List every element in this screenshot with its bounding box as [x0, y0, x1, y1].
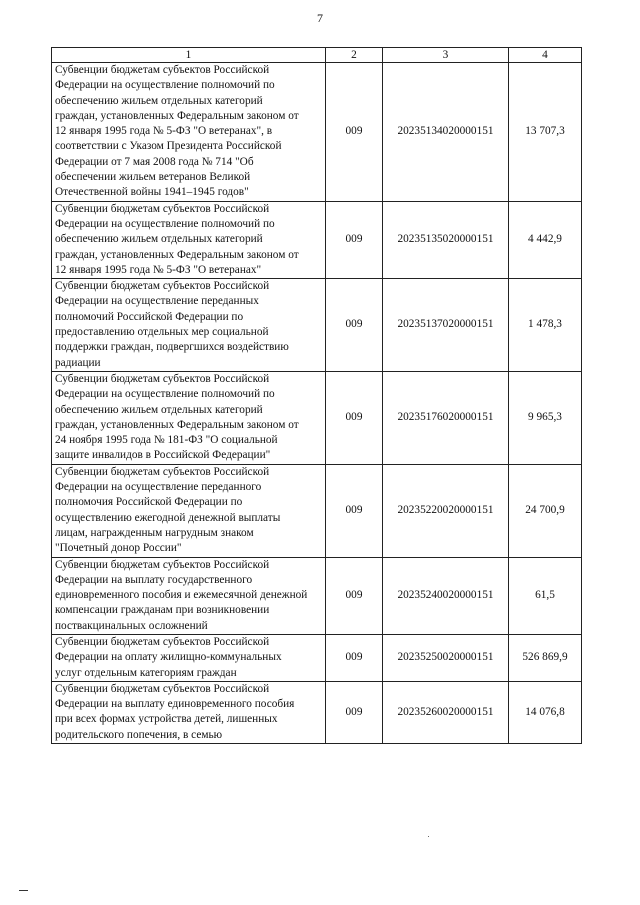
table-row	[52, 681, 582, 743]
description-line: обеспечению жильем отдельных категорий	[55, 233, 263, 246]
amount: 9 965,3	[509, 371, 582, 464]
table-row	[52, 557, 582, 634]
row-description	[52, 557, 326, 634]
row-description	[52, 201, 326, 278]
amount: 526 869,9	[509, 634, 582, 681]
table-row	[52, 201, 582, 278]
row-description	[52, 681, 326, 743]
budget-class-code: 20235135020000151	[383, 201, 509, 278]
description-line: предоставлению отдельных мер социальной	[55, 326, 269, 339]
description-line: Федерации на осуществление переданного	[55, 481, 262, 494]
description-line: лицам, награжденным нагрудным знаком	[55, 526, 254, 539]
admin-code: 009	[326, 371, 383, 464]
description-line: единовременного пособия и ежемесячной денежной	[55, 589, 308, 602]
admin-code: 009	[326, 279, 383, 372]
table-body	[52, 63, 582, 744]
budget-class-code: 20235240020000151	[383, 557, 509, 634]
description-line: Федерации на осуществление полномочий по	[55, 217, 275, 230]
description-line: соответствии с Указом Президента Российской	[55, 140, 282, 153]
description-line: граждан, установленных Федеральным законом от	[55, 418, 299, 431]
description-line: граждан, установленных Федеральным законом от	[55, 109, 299, 122]
description-line: полномочий Российской Федерации по	[55, 310, 244, 323]
row-description	[52, 63, 326, 202]
admin-code: 009	[326, 634, 383, 681]
budget-class-code: 20235134020000151	[383, 63, 509, 202]
description-line: полномочия Российской Федерации по	[55, 496, 243, 509]
description-line: 24 ноября 1995 года № 181-ФЗ "О социальной	[55, 434, 278, 447]
table-row	[52, 279, 582, 372]
admin-code: 009	[326, 464, 383, 557]
column-header: 4	[509, 48, 582, 63]
description-line: Субвенции бюджетам субъектов Российской	[55, 682, 270, 695]
description-line: Субвенции бюджетам субъектов Российской	[55, 280, 270, 293]
description-line: 12 января 1995 года № 5-ФЗ "О ветеранах", в	[55, 125, 273, 138]
budget-class-code: 20235250020000151	[383, 634, 509, 681]
description-line: Федерации на осуществление полномочий по	[55, 79, 275, 92]
amount: 1 478,3	[509, 279, 582, 372]
table-row	[52, 464, 582, 557]
description-line: родительского попечения, в семью	[55, 728, 223, 741]
description-line: защите инвалидов в Российской Федерации"	[55, 449, 271, 462]
description-line: Субвенции бюджетам субъектов Российской	[55, 202, 270, 215]
description-line: при всех формах устройства детей, лишенных	[55, 713, 278, 726]
budget-class-code: 20235220020000151	[383, 464, 509, 557]
description-line: обеспечению жильем отдельных категорий	[55, 403, 263, 416]
description-line: Субвенции бюджетам субъектов Российской	[55, 372, 270, 385]
amount: 4 442,9	[509, 201, 582, 278]
row-description	[52, 634, 326, 681]
description-line: радиации	[55, 356, 101, 369]
description-line: Субвенции бюджетам субъектов Российской	[55, 558, 270, 571]
description-line: Федерации на выплату государственного	[55, 573, 253, 586]
table-row	[52, 63, 582, 202]
description-line: обеспечении жильем ветеранов Великой	[55, 171, 251, 184]
amount: 14 076,8	[509, 681, 582, 743]
budget-class-code: 20235176020000151	[383, 371, 509, 464]
description-line: осуществлению ежегодной денежной выплаты	[55, 511, 281, 524]
description-line: поствакцинальных осложнений	[55, 619, 208, 632]
description-line: поддержки граждан, подвергшихся воздействию	[55, 341, 289, 354]
description-line: Федерации от 7 мая 2008 года № 714 "Об	[55, 155, 254, 168]
amount: 61,5	[509, 557, 582, 634]
row-description	[52, 464, 326, 557]
description-line: Субвенции бюджетам субъектов Российской	[55, 465, 270, 478]
description-line: Федерации на осуществление переданных	[55, 295, 259, 308]
table-header-row	[52, 48, 582, 63]
description-line: обеспечению жильем отдельных категорий	[55, 94, 263, 107]
description-line: граждан, установленных Федеральным законом от	[55, 248, 299, 261]
description-line: Федерации на оплату жилищно-коммунальных	[55, 651, 282, 664]
amount: 24 700,9	[509, 464, 582, 557]
budget-class-code: 20235137020000151	[383, 279, 509, 372]
admin-code: 009	[326, 201, 383, 278]
description-line: компенсации гражданам при возникновении	[55, 604, 270, 617]
admin-code: 009	[326, 557, 383, 634]
description-line: Федерации на осуществление полномочий по	[55, 388, 275, 401]
description-line: Субвенции бюджетам субъектов Российской	[55, 635, 270, 648]
row-description	[52, 371, 326, 464]
scan-speck	[428, 836, 429, 837]
admin-code: 009	[326, 63, 383, 202]
scan-mark	[19, 890, 28, 891]
description-line: Отечественной войны 1941–1945 годов"	[55, 186, 249, 199]
amount: 13 707,3	[509, 63, 582, 202]
table-row	[52, 634, 582, 681]
admin-code: 009	[326, 681, 383, 743]
description-line: 12 января 1995 года № 5-ФЗ "О ветеранах"	[55, 263, 262, 276]
description-line: "Почетный донор России"	[55, 542, 182, 555]
page-number: 7	[317, 11, 323, 25]
column-header: 1	[52, 48, 326, 63]
budget-table	[51, 47, 582, 744]
row-description	[52, 279, 326, 372]
budget-class-code: 20235260020000151	[383, 681, 509, 743]
description-line: Субвенции бюджетам субъектов Российской	[55, 64, 270, 76]
column-header: 3	[383, 48, 509, 63]
description-line: Федерации на выплату единовременного пособия	[55, 698, 295, 711]
description-line: услуг отдельным категориям граждан	[55, 666, 237, 679]
column-header: 2	[326, 48, 383, 63]
table-row	[52, 371, 582, 464]
